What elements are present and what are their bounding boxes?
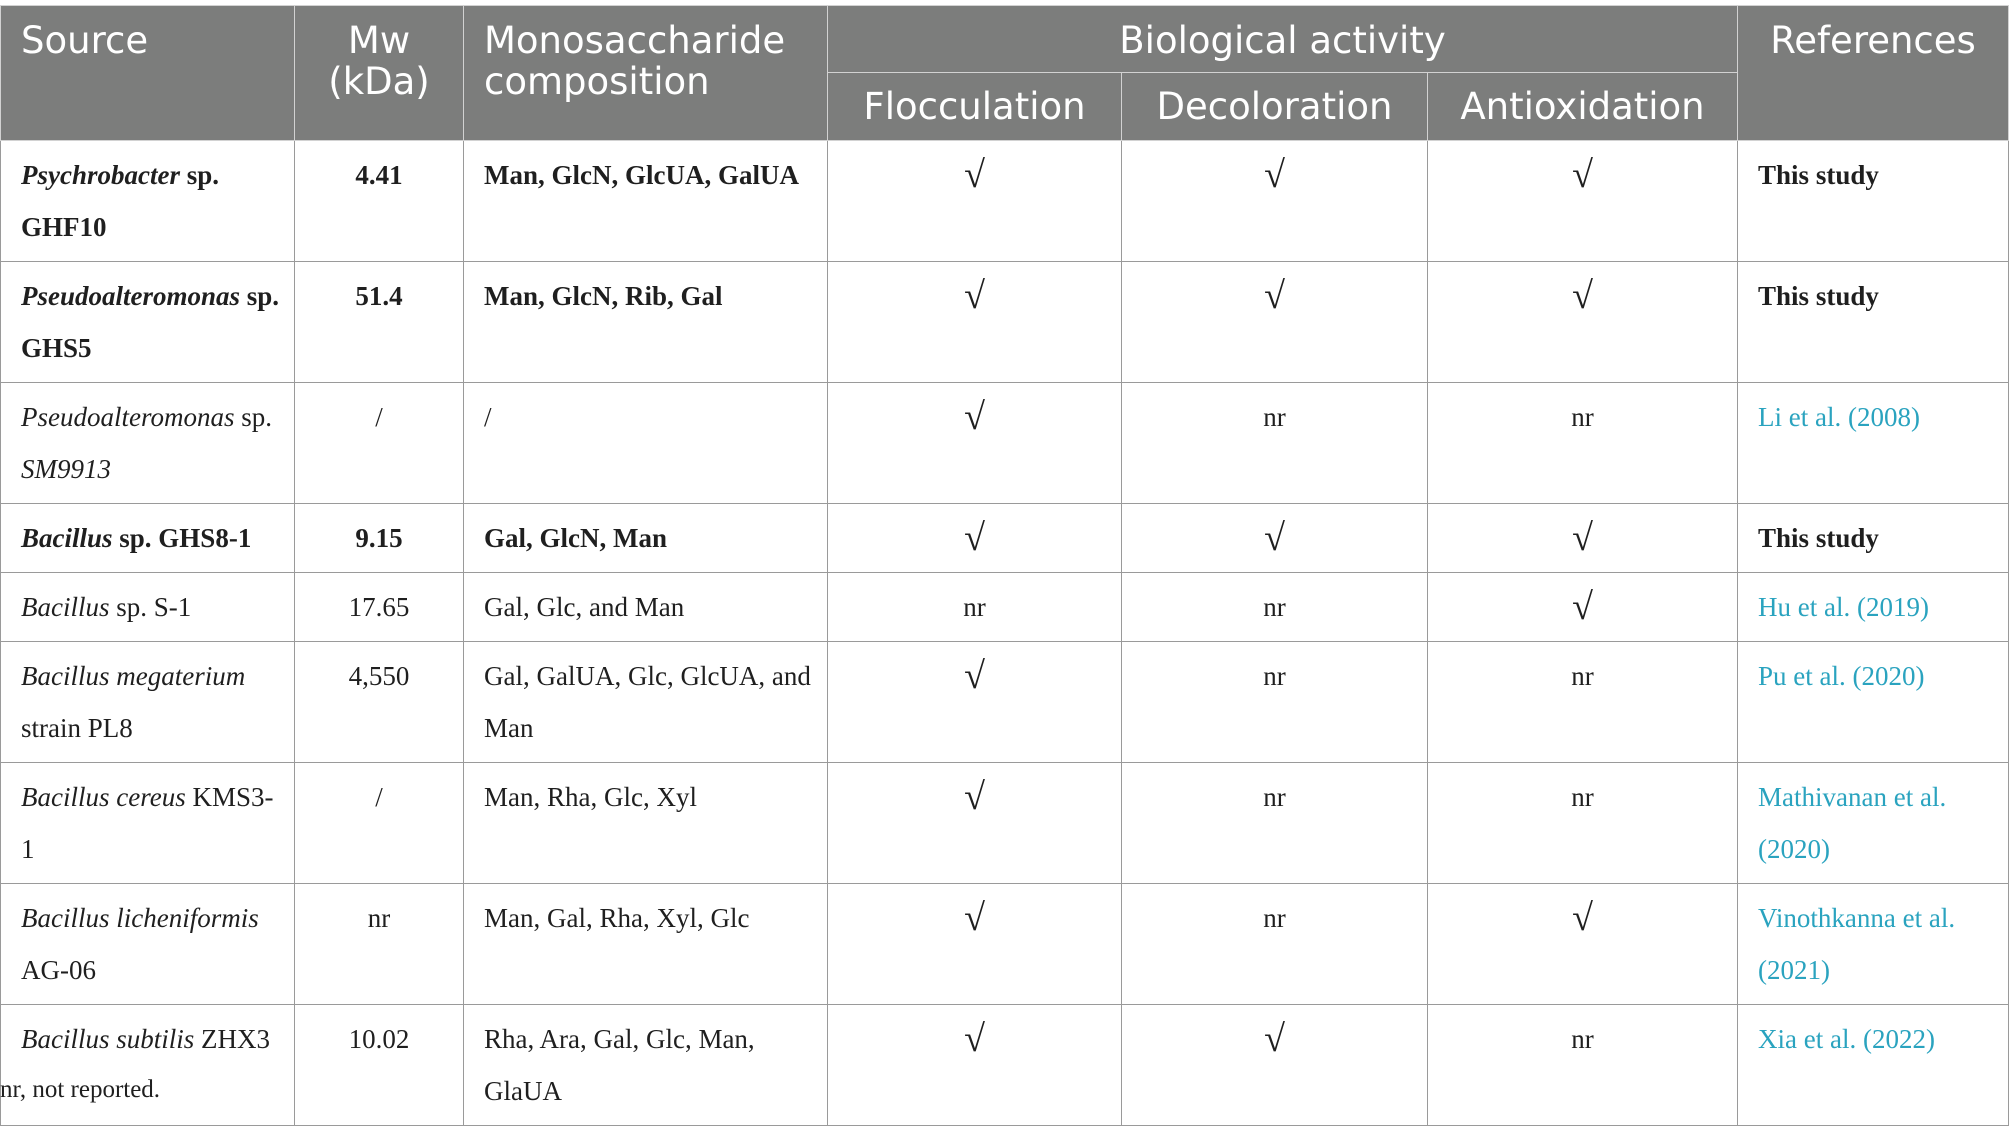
- header-flocculation: Flocculation: [828, 73, 1122, 141]
- cell-monosaccharide: /: [464, 383, 828, 504]
- source-strain: AG-06: [21, 955, 96, 985]
- cell-floc: √: [828, 383, 1122, 504]
- table-row: [1, 763, 2009, 884]
- header-mw: Mw (kDa): [295, 6, 464, 141]
- cell-decol: nr: [1122, 763, 1428, 884]
- cell-antiox: nr: [1428, 642, 1738, 763]
- cell-decol: √: [1122, 504, 1428, 573]
- cell-mw: /: [295, 383, 464, 504]
- cell-floc: √: [828, 1005, 1122, 1126]
- cell-reference: Pu et al. (2020): [1738, 642, 2009, 763]
- cell-floc: √: [828, 884, 1122, 1005]
- cell-mw: 4.41: [295, 141, 464, 262]
- cell-decol: √: [1122, 262, 1428, 383]
- cell-floc: nr: [828, 573, 1122, 642]
- source-genus: Pseudoalteromonas: [21, 402, 235, 432]
- cell-monosaccharide: Man, Gal, Rha, Xyl, Glc: [464, 884, 828, 1005]
- source-strain: KMS3-1: [21, 782, 274, 864]
- cell-source: [1, 383, 295, 504]
- cell-mw: nr: [295, 884, 464, 1005]
- cell-floc: √: [828, 763, 1122, 884]
- source-strain: sp. GHS5: [21, 281, 280, 363]
- cell-antiox: nr: [1428, 383, 1738, 504]
- source-strain-italic: SM9913: [21, 454, 111, 484]
- cell-decol: nr: [1122, 884, 1428, 1005]
- cell-reference: Li et al. (2008): [1738, 383, 2009, 504]
- cell-decol: √: [1122, 1005, 1428, 1126]
- source-genus: Bacillus subtilis: [21, 1024, 195, 1054]
- cell-mw: 51.4: [295, 262, 464, 383]
- table-row: [1, 1005, 2009, 1126]
- cell-reference: Xia et al. (2022): [1738, 1005, 2009, 1126]
- cell-antiox: nr: [1428, 1005, 1738, 1126]
- cell-reference: Hu et al. (2019): [1738, 573, 2009, 642]
- header-references: References: [1738, 6, 2009, 141]
- cell-floc: √: [828, 262, 1122, 383]
- table-row: [1, 573, 2009, 642]
- header-monosaccharide: Monosaccharide composition: [464, 6, 828, 141]
- table-row: [1, 262, 2009, 383]
- cell-source: [1, 573, 295, 642]
- source-genus: Bacillus: [21, 592, 110, 622]
- header-biological-activity: Biological activity: [828, 6, 1738, 73]
- table-body: [1, 141, 2009, 1126]
- cell-source: [1, 884, 295, 1005]
- cell-source: [1, 504, 295, 573]
- source-strain: ZHX3: [194, 1024, 271, 1054]
- cell-reference: This study: [1738, 141, 2009, 262]
- cell-decol: √: [1122, 141, 1428, 262]
- cell-source: [1, 642, 295, 763]
- cell-antiox: √: [1428, 884, 1738, 1005]
- cell-mw: /: [295, 763, 464, 884]
- cell-reference: Vinothkanna et al. (2021): [1738, 884, 2009, 1005]
- cell-decol: nr: [1122, 383, 1428, 504]
- table-row: [1, 504, 2009, 573]
- table-row: [1, 884, 2009, 1005]
- source-genus: Pseudoalteromonas: [21, 281, 241, 311]
- cell-antiox: nr: [1428, 763, 1738, 884]
- table-row: [1, 642, 2009, 763]
- cell-reference: This study: [1738, 262, 2009, 383]
- source-strain: sp.: [234, 402, 272, 432]
- cell-mw: 17.65: [295, 573, 464, 642]
- header-source: Source: [1, 6, 295, 141]
- cell-monosaccharide: Man, Rha, Glc, Xyl: [464, 763, 828, 884]
- cell-reference: This study: [1738, 504, 2009, 573]
- source-genus: Psychrobacter: [21, 160, 180, 190]
- cell-mw: 10.02: [295, 1005, 464, 1126]
- cell-reference: Mathivanan et al. (2020): [1738, 763, 2009, 884]
- cell-mw: 4,550: [295, 642, 464, 763]
- cell-decol: nr: [1122, 642, 1428, 763]
- cell-monosaccharide: Man, GlcN, GlcUA, GalUA: [464, 141, 828, 262]
- cell-monosaccharide: Gal, Glc, and Man: [464, 573, 828, 642]
- cell-monosaccharide: Rha, Ara, Gal, Glc, Man, GlaUA: [464, 1005, 828, 1126]
- cell-antiox: √: [1428, 573, 1738, 642]
- source-strain: sp. GHF10: [21, 160, 219, 242]
- cell-monosaccharide: Gal, GalUA, Glc, GlcUA, and Man: [464, 642, 828, 763]
- footnote: nr, not reported.: [0, 1076, 161, 1103]
- source-strain: strain PL8: [21, 713, 133, 743]
- cell-source: [1, 763, 295, 884]
- source-genus: Bacillus cereus: [21, 782, 186, 812]
- header-antioxidation: Antioxidation: [1428, 73, 1738, 141]
- cell-floc: √: [828, 141, 1122, 262]
- table-header: [1, 6, 2009, 141]
- source-strain: sp. GHS8-1: [112, 523, 252, 553]
- table-container: [0, 5, 2008, 1126]
- cell-monosaccharide: Man, GlcN, Rib, Gal: [464, 262, 828, 383]
- source-genus: Bacillus licheniformis: [21, 903, 259, 933]
- source-genus: Bacillus megaterium: [21, 661, 246, 691]
- header-decoloration: Decoloration: [1122, 73, 1428, 141]
- cell-source: [1, 262, 295, 383]
- table-row: [1, 141, 2009, 262]
- cell-antiox: √: [1428, 141, 1738, 262]
- cell-antiox: √: [1428, 262, 1738, 383]
- cell-floc: √: [828, 504, 1122, 573]
- cell-source: [1, 141, 295, 262]
- cell-floc: √: [828, 642, 1122, 763]
- source-strain: sp. S-1: [109, 592, 192, 622]
- cell-mw: 9.15: [295, 504, 464, 573]
- data-table: [0, 5, 2009, 1126]
- cell-monosaccharide: Gal, GlcN, Man: [464, 504, 828, 573]
- cell-antiox: √: [1428, 504, 1738, 573]
- source-genus: Bacillus: [21, 523, 113, 553]
- cell-decol: nr: [1122, 573, 1428, 642]
- cell-source: [1, 1005, 295, 1126]
- table-row: [1, 383, 2009, 504]
